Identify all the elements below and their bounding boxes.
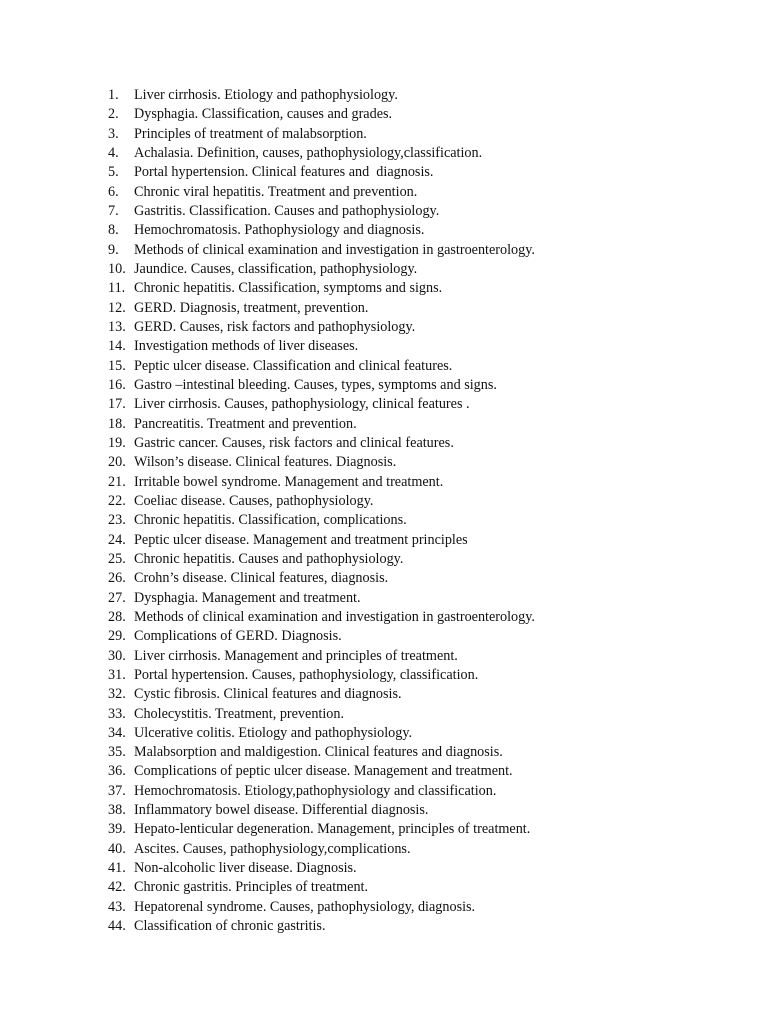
list-item-text: Principles of treatment of malabsorption. bbox=[134, 125, 367, 142]
list-item bbox=[108, 492, 535, 511]
list-item bbox=[108, 685, 535, 704]
list-item-text: Inflammatory bowel disease. Differential diagnosis. bbox=[134, 802, 429, 819]
list-item-text: Hemochromatosis. Etiology,pathophysiology and classification. bbox=[134, 782, 497, 799]
list-item bbox=[108, 820, 535, 839]
list-item-text: Liver cirrhosis. Causes, pathophysiology, clinical features . bbox=[134, 396, 470, 413]
list-item bbox=[108, 762, 535, 781]
list-item-number: 29. bbox=[108, 628, 126, 645]
list-item-number: 21. bbox=[108, 473, 126, 490]
list-item bbox=[108, 917, 535, 936]
list-item bbox=[108, 608, 535, 627]
list-item-text: Jaundice. Causes, classification, pathophysiology. bbox=[134, 260, 418, 277]
list-item-number: 19. bbox=[108, 434, 126, 451]
list-item bbox=[108, 86, 535, 105]
list-item bbox=[108, 550, 535, 569]
list-item bbox=[108, 589, 535, 608]
list-item bbox=[108, 647, 535, 666]
list-item-number: 40. bbox=[108, 840, 126, 857]
list-item-text: Malabsorption and maldigestion. Clinical features and diagnosis. bbox=[134, 744, 503, 761]
list-item-number: 5. bbox=[108, 164, 119, 181]
list-item-number: 12. bbox=[108, 299, 126, 316]
list-item-text: Liver cirrhosis. Etiology and pathophysiology. bbox=[134, 87, 398, 103]
list-item-text: Chronic viral hepatitis. Treatment and prevention. bbox=[134, 183, 418, 200]
list-item-text: Irritable bowel syndrome. Management and treatment. bbox=[134, 473, 444, 490]
list-item-text: Classification of chronic gastritis. bbox=[134, 918, 326, 935]
list-item bbox=[108, 473, 535, 492]
list-item-text: Portal hypertension. Clinical features and diagnosis. bbox=[134, 164, 434, 181]
list-item-number: 33. bbox=[108, 705, 126, 722]
list-item-text: Investigation methods of liver diseases. bbox=[134, 338, 359, 355]
list-item bbox=[108, 299, 535, 318]
list-item bbox=[108, 395, 535, 414]
list-item-text: Hepato-lenticular degeneration. Management, principles of treatment. bbox=[134, 821, 531, 838]
list-item-text: Non-alcoholic liver disease. Diagnosis. bbox=[134, 860, 357, 877]
list-item-number: 14. bbox=[108, 338, 126, 355]
list-item-number: 41. bbox=[108, 860, 126, 877]
list-item-text: Complications of peptic ulcer disease. Management and treatment. bbox=[134, 763, 513, 780]
list-item-number: 37. bbox=[108, 782, 126, 799]
list-item bbox=[108, 202, 535, 221]
list-item-text: Achalasia. Definition, causes, pathophysiology,classification. bbox=[134, 144, 483, 161]
list-item-number: 25. bbox=[108, 550, 126, 567]
list-item bbox=[108, 705, 535, 724]
list-item bbox=[108, 163, 535, 182]
list-item-text: Methods of clinical examination and investigation in gastroenterology. bbox=[134, 608, 535, 625]
list-item bbox=[108, 666, 535, 685]
list-item-number: 38. bbox=[108, 802, 126, 819]
list-item-number: 28. bbox=[108, 608, 126, 625]
list-item bbox=[108, 376, 535, 395]
list-item bbox=[108, 569, 535, 588]
list-item-number: 2. bbox=[108, 106, 119, 123]
list-item-number: 16. bbox=[108, 376, 126, 393]
list-item bbox=[108, 859, 535, 878]
list-item-text: Cholecystitis. Treatment, prevention. bbox=[134, 705, 345, 722]
list-item-number: 23. bbox=[108, 512, 126, 529]
list-item bbox=[108, 241, 535, 260]
list-item-number: 11. bbox=[108, 280, 126, 297]
list-item-text: Ascites. Causes, pathophysiology,complications. bbox=[134, 840, 411, 857]
list-item-number: 26. bbox=[108, 570, 126, 587]
list-item bbox=[108, 782, 535, 801]
list-item bbox=[108, 105, 535, 124]
list-item-number: 34. bbox=[108, 724, 126, 741]
list-item-text: Peptic ulcer disease. Management and treatment principles bbox=[134, 531, 468, 548]
list-item-text: Gastro –intestinal bleeding. Causes, types, symptoms and signs. bbox=[134, 376, 497, 393]
list-item bbox=[108, 511, 535, 530]
list-item-text: Gastritis. Classification. Causes and pathophysiology. bbox=[134, 202, 440, 219]
list-item-number: 4. bbox=[108, 144, 119, 161]
list-item-number: 24. bbox=[108, 531, 126, 548]
list-item-text: Wilson’s disease. Clinical features. Diagnosis. bbox=[134, 454, 397, 471]
list-item-text: Hemochromatosis. Pathophysiology and diagnosis. bbox=[134, 222, 425, 239]
list-item-number: 44. bbox=[108, 918, 126, 935]
list-item-number: 22. bbox=[108, 492, 126, 509]
list-item-number: 6. bbox=[108, 183, 119, 200]
list-item-text: Liver cirrhosis. Management and principles of treatment. bbox=[134, 647, 458, 664]
list-item-number: 10. bbox=[108, 260, 126, 277]
list-item bbox=[108, 743, 535, 762]
list-item bbox=[108, 144, 535, 163]
list-item-text: Cystic fibrosis. Clinical features and diagnosis. bbox=[134, 686, 402, 703]
list-item-number: 35. bbox=[108, 744, 126, 761]
list-item bbox=[108, 279, 535, 298]
list-item-number: 32. bbox=[108, 686, 126, 703]
list-item-text: Chronic gastritis. Principles of treatment. bbox=[134, 879, 369, 896]
list-item bbox=[108, 415, 535, 434]
topic-list bbox=[108, 86, 535, 936]
list-item-text: Dysphagia. Management and treatment. bbox=[134, 589, 361, 606]
list-item-number: 30. bbox=[108, 647, 126, 664]
list-item-text: Methods of clinical examination and investigation in gastroenterology. bbox=[134, 241, 535, 258]
list-item bbox=[108, 434, 535, 453]
list-item-number: 42. bbox=[108, 879, 126, 896]
list-item bbox=[108, 840, 535, 859]
list-item bbox=[108, 221, 535, 240]
list-item-text: Gastric cancer. Causes, risk factors and clinical features. bbox=[134, 434, 454, 451]
list-item-text: Coeliac disease. Causes, pathophysiology. bbox=[134, 492, 374, 509]
list-item-text: GERD. Diagnosis, treatment, prevention. bbox=[134, 299, 369, 316]
list-item bbox=[108, 125, 535, 144]
list-item bbox=[108, 724, 535, 743]
list-item-text: Portal hypertension. Causes, pathophysiology, classification. bbox=[134, 666, 479, 683]
list-item-text: Ulcerative colitis. Etiology and pathophysiology. bbox=[134, 724, 413, 741]
list-item-text: Crohn’s disease. Clinical features, diagnosis. bbox=[134, 570, 389, 587]
list-item-number: 15. bbox=[108, 357, 126, 374]
list-item-text: Hepatorenal syndrome. Causes, pathophysiology, diagnosis. bbox=[134, 898, 476, 915]
list-item-text: GERD. Causes, risk factors and pathophysiology. bbox=[134, 318, 416, 335]
list-item-number: 36. bbox=[108, 763, 126, 780]
list-item-text: Peptic ulcer disease. Classification and clinical features. bbox=[134, 357, 453, 374]
list-item bbox=[108, 260, 535, 279]
list-item-number: 1. bbox=[108, 87, 119, 103]
list-item bbox=[108, 531, 535, 550]
list-item-text: Dysphagia. Classification, causes and grades. bbox=[134, 106, 393, 123]
list-item bbox=[108, 357, 535, 376]
list-item-text: Chronic hepatitis. Causes and pathophysiology. bbox=[134, 550, 404, 567]
list-item-number: 39. bbox=[108, 821, 126, 838]
list-item-number: 17. bbox=[108, 396, 126, 413]
list-item-text: Chronic hepatitis. Classification, complications. bbox=[134, 512, 407, 529]
list-item-number: 8. bbox=[108, 222, 119, 239]
list-item-number: 18. bbox=[108, 415, 126, 432]
list-item-text: Pancreatitis. Treatment and prevention. bbox=[134, 415, 357, 432]
list-item-number: 13. bbox=[108, 318, 126, 335]
list-item-number: 20. bbox=[108, 454, 126, 471]
list-item bbox=[108, 801, 535, 820]
list-item-text: Complications of GERD. Diagnosis. bbox=[134, 628, 342, 645]
list-item bbox=[108, 898, 535, 917]
list-item bbox=[108, 627, 535, 646]
list-item-number: 9. bbox=[108, 241, 119, 258]
list-item-number: 43. bbox=[108, 898, 126, 915]
list-item bbox=[108, 318, 535, 337]
list-item bbox=[108, 878, 535, 897]
list-item-number: 7. bbox=[108, 202, 119, 219]
list-item-number: 27. bbox=[108, 589, 126, 606]
list-item-number: 31. bbox=[108, 666, 126, 683]
list-item bbox=[108, 337, 535, 356]
list-item bbox=[108, 453, 535, 472]
list-item-number: 3. bbox=[108, 125, 119, 142]
list-item-text: Chronic hepatitis. Classification, symptoms and signs. bbox=[134, 280, 443, 297]
list-item bbox=[108, 183, 535, 202]
